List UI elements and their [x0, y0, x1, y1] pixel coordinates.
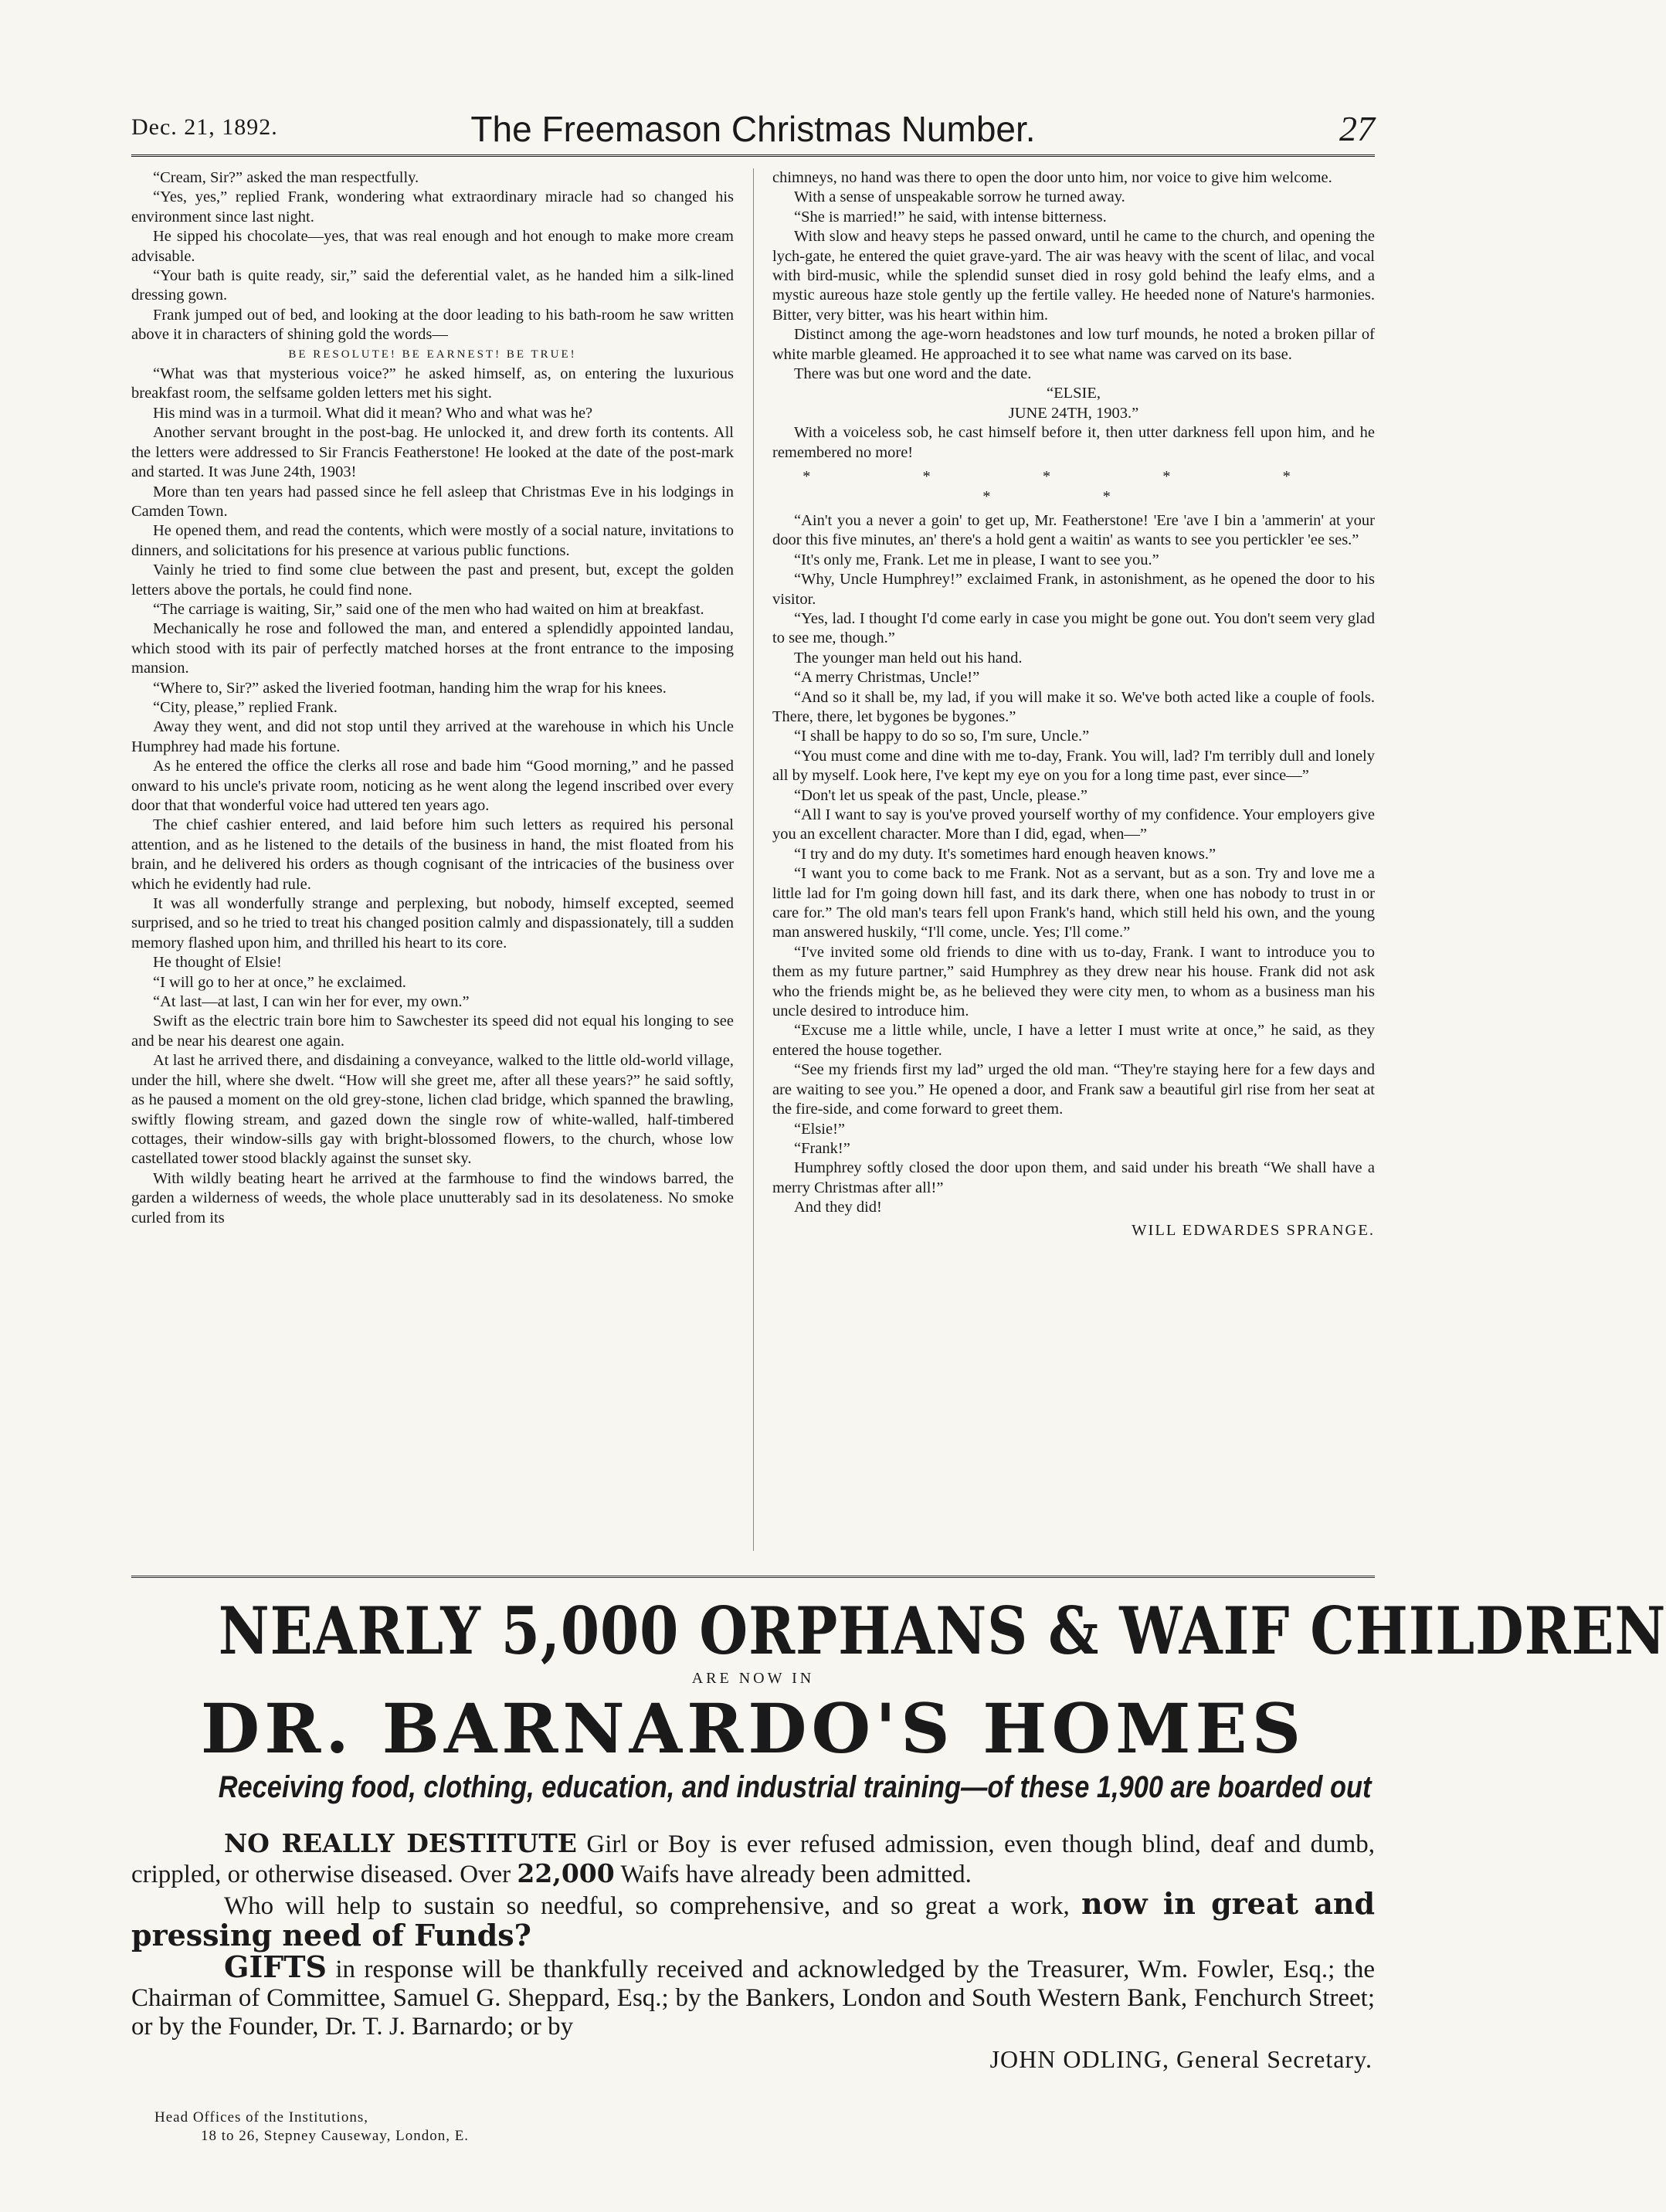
story-paragraph: “Why, Uncle Humphrey!” exclaimed Frank, in astonishment, as he opened the door to his visitor. — [772, 571, 1375, 608]
story-paragraph: As he entered the office the clerks all rose and bade him “Good morning,” and he passed onward to his uncle's private room, noticing as he went along the legend inscribed over every door that that wonderful voice had uttered ten years ago. — [131, 758, 734, 814]
story-paragraph: “Don't let us speak of the past, Uncle, please.” — [794, 786, 1087, 804]
story-paragraph: Another servant brought in the post-bag. He unlocked it, and drew forth its contents. All the letters were addressed to Sir Francis Featherstone! He looked at the date of the post-mark and started. It was June 24th, 1903! — [131, 424, 734, 481]
story-paragraph: chimneys, no hand was there to open the door unto him, nor voice to give him welcome. — [772, 169, 1332, 186]
story-paragraph: “The carriage is waiting, Sir,” said one of the men who had waited on him at breakfast. — [153, 600, 704, 618]
story-paragraph: He sipped his chocolate—yes, that was real enough and hot enough to make more cream advisable. — [131, 228, 734, 265]
story-paragraph: “All I want to say is you've proved yourself worthy of my confidence. Your employers give you an excellent character. More than I did, egad, when—” — [772, 806, 1375, 843]
story-paragraph: “See my friends first my lad” urged the old man. “They're staying here for a few days and are waiting to see you.” He opened a door, and Frank saw a beautiful girl rise from her seat at the fire-side, and come forward to greet them. — [772, 1061, 1375, 1118]
ad-secretary: JOHN ODLING, General Secretary. — [989, 2045, 1372, 2073]
ad-tagline: Receiving food, clothing, education, and industrial training—of these 1,900 are boarded out — [218, 1770, 1372, 1804]
ad-footer-address — [154, 2109, 469, 2146]
story-paragraph: He thought of Elsie! — [153, 954, 282, 972]
story-paragraph: Away they went, and did not stop until they arrived at the warehouse in which his Uncle Humphrey had made his fortune. — [131, 718, 734, 755]
story-paragraph: “City, please,” replied Frank. — [153, 698, 338, 716]
story-paragraph: With a voiceless sob, he cast himself before it, then utter darkness fell upon him, and he remembered no more! — [772, 424, 1375, 461]
story-paragraph: The younger man held out his hand. — [794, 649, 1023, 667]
story-paragraph: He opened them, and read the contents, which were mostly of a social nature, invitations to dinners, and solicitations for his presence at various public functions. — [131, 522, 734, 559]
ad-no-destitute: NO REALLY DESTITUTE — [224, 1828, 577, 1858]
story-paragraph: It was all wonderfully strange and perplexing, but nobody, himself excepted, seemed surprised, and so he tried to treat his changed position calmly and dispassionately, till a sudden memory flashed upon him, and thrilled his heart to its core. — [131, 895, 734, 952]
story-paragraph: “Excuse me a little while, uncle, I have a letter I must write at once,” he said, as they entered the house together. — [772, 1022, 1375, 1059]
ad-headline: NEARLY 5,000 ORPHANS & WAIF CHILDREN — [218, 1593, 1666, 1669]
story-paragraph: His mind was in a turmoil. What did it mean? Who and what was he? — [153, 404, 593, 422]
story-paragraph: “A merry Christmas, Uncle!” — [794, 669, 980, 687]
column-divider — [753, 168, 754, 1551]
ad-homes-title: DR. BARNARDO'S HOMES — [200, 1688, 1306, 1769]
story-paragraph: “I've invited some old friends to dine with us to-day, Frank. I want to introduce you to them as my future partner,” said Humphrey as they drew near his house. Frank did not ask who the friends might be, as he believed they were city men, to whom as a business man his uncle desired to introduce him. — [772, 943, 1375, 1020]
story-paragraph: Mechanically he rose and followed the man, and entered a splendidly appointed landau, which stood with its pair of perfectly matched horses at the front entrance to the imposing mansion. — [131, 620, 734, 677]
story-paragraph: More than ten years had passed since he fell asleep that Christmas Eve in his lodgings in Camden Town. — [131, 483, 734, 520]
story-paragraph: “And so it shall be, my lad, if you will make it so. We've both acted like a couple of fools. There, there, let bygones be bygones.” — [772, 688, 1375, 725]
story-paragraph: BE RESOLUTE! BE EARNEST! BE TRUE! — [288, 348, 577, 361]
ad-waif-count: 22,000 — [517, 1858, 615, 1888]
story-paragraph: “Cream, Sir?” asked the man respectfully. — [153, 169, 419, 186]
ad-paragraph-appeal — [131, 1886, 1376, 1952]
story-paragraph: “I want you to come back to me Frank. Not as a servant, but as a son. Try and love me a little lad for I'm going down hill fast, and its dark there, when one has nobody to trust in or care for.” The old man's tears fell upon Frank's hand, which still held his own, and the young man answered huskily, “I'll come, uncle. Yes; I'll come.” — [772, 865, 1375, 941]
story-paragraph: “ELSIE, — [1046, 385, 1101, 402]
story-paragraph: With slow and heavy steps he passed onward, until he came to the church, and opening the lych-gate, he entered the quiet grave-yard. The air was heavy with the scent of lilac, and vocal with bird-music, while the splendid sunset died in rosy gold behind the leafy elms, and a mystic aureous haze stole gently up the fertile valley. He heeded none of Nature's harmonies. Bitter, very bitter, was his heart within him. — [772, 228, 1375, 324]
ad-footer-line-1: Head Offices of the Institutions, — [154, 2109, 368, 2125]
story-paragraph: “Where to, Sir?” asked the liveried footman, handing him the wrap for his knees. — [153, 679, 667, 697]
story-paragraph: “I shall be happy to do so so, I'm sure, Uncle.” — [794, 728, 1090, 745]
story-paragraph: “Ain't you a never a goin' to get up, Mr. Featherstone! 'Ere 'ave I bin a 'ammerin' at your door this five minutes, an' there's a hold gent a waitin' as wants to see you pertickler 'ee ses.” — [772, 511, 1375, 549]
story-paragraph: “I will go to her at once,” he exclaimed. — [153, 973, 406, 991]
page-number: 27 — [1339, 109, 1375, 148]
story-paragraph: Swift as the electric train bore him to Sawchester its speed did not equal his longing to see and be near his dearest one again. — [131, 1013, 734, 1050]
story-paragraph: At last he arrived there, and disdaining a conveyance, walked to the little old-world village, under the hill, where she dwelt. “How will she greet me, after all these years?” he said softly, as he paused a moment on the old grey-stone, lichen clad bridge, which spanned the brawling, swiftly flowing stream, and gazed down the single row of white-walled, half-timbered cottages, their window-sills gay with bright-blossomed flowers, to the church, whose low castellated tower stood blackly against the sunset sky. — [131, 1052, 734, 1168]
page-header — [131, 108, 1375, 157]
ad-gifts: GIFTS — [224, 1949, 327, 1984]
story-paragraph: Distinct among the age-worn headstones and low turf mounds, he noted a broken pillar of white marble gleamed. He approached it to see what name was carved on its base. — [772, 326, 1375, 363]
story-paragraph: WILL EDWARDES SPRANGE. — [1132, 1221, 1375, 1239]
story-paragraph: “Yes, yes,” replied Frank, wondering what extraordinary miracle had so changed his environment since last night. — [131, 188, 734, 226]
ad-paragraph-admission — [131, 1829, 1375, 1889]
story-paragraph: There was but one word and the date. — [794, 365, 1032, 383]
story-paragraph: Frank jumped out of bed, and looking at the door leading to his bath-room he saw written above it in characters of shining gold the words— — [131, 306, 734, 344]
story-paragraph: With a sense of unspeakable sorrow he turned away. — [794, 188, 1125, 206]
ad-are-now-in: ARE NOW IN — [691, 1670, 815, 1687]
story-paragraph: JUNE 24TH, 1903.” — [1008, 404, 1139, 422]
ad-admission-text: Girl or Boy is ever refused admission, even though blind, deaf and dumb, crippled, or otherwise diseased. Over — [131, 1830, 1376, 1888]
ad-appeal-text: Who will help to sustain so needful, so comprehensive, and so great a work, — [224, 1892, 1070, 1920]
ad-admitted-text: Waifs have already been admitted. — [620, 1861, 972, 1888]
story-paragraph: “Yes, lad. I thought I'd come early in case you might be gone out. You don't seem very glad to see me, though.” — [772, 609, 1375, 647]
story-paragraph: With wildly beating heart he arrived at the farmhouse to find the windows barred, the garden a wilderness of weeds, the whole place unutterably sad in its desolateness. No smoke curled from its — [131, 1169, 734, 1226]
story-paragraph: “She is married!” he said, with intense bitterness. — [794, 208, 1107, 226]
section-divider — [131, 1576, 1375, 1578]
story-column-left — [131, 168, 734, 1566]
story-paragraph: Vainly he tried to find some clue between the past and present, but, except the golden letters above the portals, he could find none. — [131, 561, 734, 599]
ad-body — [131, 1829, 1375, 2041]
story-paragraph: And they did! — [794, 1199, 882, 1216]
ad-footer-line-2: 18 to 26, Stepney Causeway, London, E. — [201, 2128, 470, 2144]
story-paragraph: “Frank!” — [794, 1139, 850, 1157]
story-paragraph: “I try and do my duty. It's sometimes hard enough heaven knows.” — [794, 845, 1216, 863]
story-paragraph: “At last—at last, I can win her for ever, my own.” — [153, 993, 470, 1011]
issue-date: Dec. 21, 1892. — [131, 114, 278, 140]
ad-paragraph-gifts — [131, 1949, 1375, 2041]
story-paragraph: “It's only me, Frank. Let me in please, I want to see you.” — [794, 551, 1159, 568]
story-paragraph: The chief cashier entered, and laid before him such letters as required his personal attention, and as he listened to the details of the business in hand, the mist floated from his brain, and he delivered his orders as though cognisant of the intricacies of the business over which he evidently had rule. — [131, 816, 734, 893]
story-paragraph: “Your bath is quite ready, sir,” said the deferential valet, as he handed him a silk-lined dressing gown. — [131, 267, 734, 304]
story-paragraph: Humphrey softly closed the door upon them, and said under his breath “We shall have a merry Christmas after all!” — [772, 1159, 1375, 1196]
story-column-right — [772, 168, 1375, 1566]
publication-title: The Freemason Christmas Number. — [470, 109, 1036, 149]
ad-funds-need: now in great and pressing need of Funds? — [131, 1886, 1376, 1952]
story-paragraph: “Elsie!” — [794, 1120, 846, 1138]
story-paragraph: “You must come and dine with me to-day, Frank. You will, lad? I'm terribly dull and lonely all by myself. Look here, I've kept my eye on you for a long time past, ever since—” — [772, 747, 1375, 785]
ad-gifts-text: in response will be thankfully received and acknowledged by the Treasurer, Wm. Fowler, Esq.; the Chairman of Committee, Samuel G. Sheppard, Esq.; by the Bankers, London and South Western Bank, Fenchurch Street; or by the Founder, Dr. T. J. Barnardo; or by — [131, 1956, 1375, 2041]
story-paragraph: “What was that mysterious voice?” he asked himself, as, on entering the luxurious breakfast room, the selfsame golden letters met his sight. — [131, 365, 734, 402]
story-paragraph: * * * * * * * — [802, 468, 1345, 505]
